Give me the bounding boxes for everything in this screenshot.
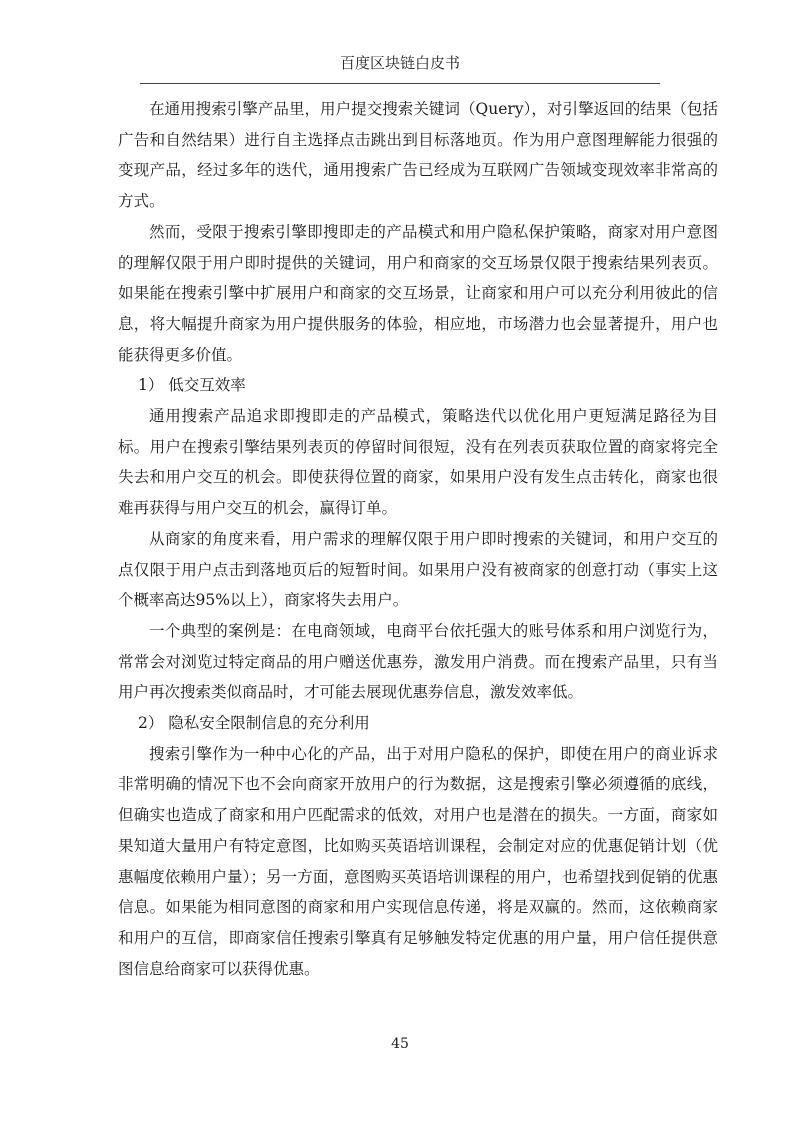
section-heading: 2） 隐私安全限制信息的充分利用 <box>138 714 370 733</box>
paragraph: 通用搜索产品追求即搜即走的产品模式，策略迭代以优化用户更短满足路径为目标。用户在搜索引擎结果列表页的停留时间很短，没有在列表页获取位置的商家将完全失去和用户交互的机会。即使获得位置的商家，如果用户没有发生点击转化，商家也很难再获得与用户交互的机会，赢得订单。 <box>118 407 718 518</box>
paragraph: 从商家的角度来看，用户需求的理解仅限于用户即时搜索的关键词，和用户交互的点仅限于用户点击到落地页后的短暂时间。如果用户没有被商家的创意打动（事实上这个概率高达95%以上），商家将失去用户。 <box>118 529 718 610</box>
paragraph: 一个典型的案例是：在电商领域，电商平台依托强大的账号体系和用户浏览行为，常常会对浏览过特定商品的用户赠送优惠券，激发用户消费。而在搜索产品里，只有当用户再次搜索类似商品时，才可能去展现优惠券信息，激发效率低。 <box>118 621 718 702</box>
page-body <box>118 94 718 984</box>
page-header: 百度区块链白皮书 <box>140 52 660 84</box>
paragraph: 搜索引擎作为一种中心化的产品，出于对用户隐私的保护，即使在用户的商业诉求非常明确的情况下也不会向商家开放用户的行为数据，这是搜索引擎必须遵循的底线，但确实也造成了商家和用户匹配需求的低效，对用户也是潜在的损失。一方面，商家如果知道大量用户有特定意图，比如购买英语培训课程，会制定对应的优惠促销计划（优惠幅度依赖用户量）；另一方面，意图购买英语培训课程的用户，也希望找到促销的优惠信息。如果能为相同意图的商家和用户实现信息传递，将是双赢的。然而，这依赖商家和用户的互信，即商家信任搜索引擎真有足够触发特定优惠的用户量，用户信任提供意图信息给商家可以获得优惠。 <box>118 744 718 978</box>
section-heading: 1） 低交互效率 <box>138 376 246 395</box>
paragraph: 在通用搜索引擎产品里，用户提交搜索关键词（Query），对引擎返回的结果（包括广告和自然结果）进行自主选择点击跳出到目标落地页。作为用户意图理解能力很强的变现产品，经过多年的迭代，通用搜索广告已经成为互联网广告领域变现效率非常高的方式。 <box>118 100 718 211</box>
page-number: 45 <box>391 1036 409 1052</box>
paragraph: 然而，受限于搜索引擎即搜即走的产品模式和用户隐私保护策略，商家对用户意图的理解仅限于用户即时提供的关键词，用户和商家的交互场景仅限于搜索结果列表页。如果能在搜索引擎中扩展用户和商家的交互场景，让商家和用户可以充分利用彼此的信息，将大幅提升商家为用户提供服务的体验，相应地，市场潜力也会显著提升，用户也能获得更多价值。 <box>118 222 718 364</box>
